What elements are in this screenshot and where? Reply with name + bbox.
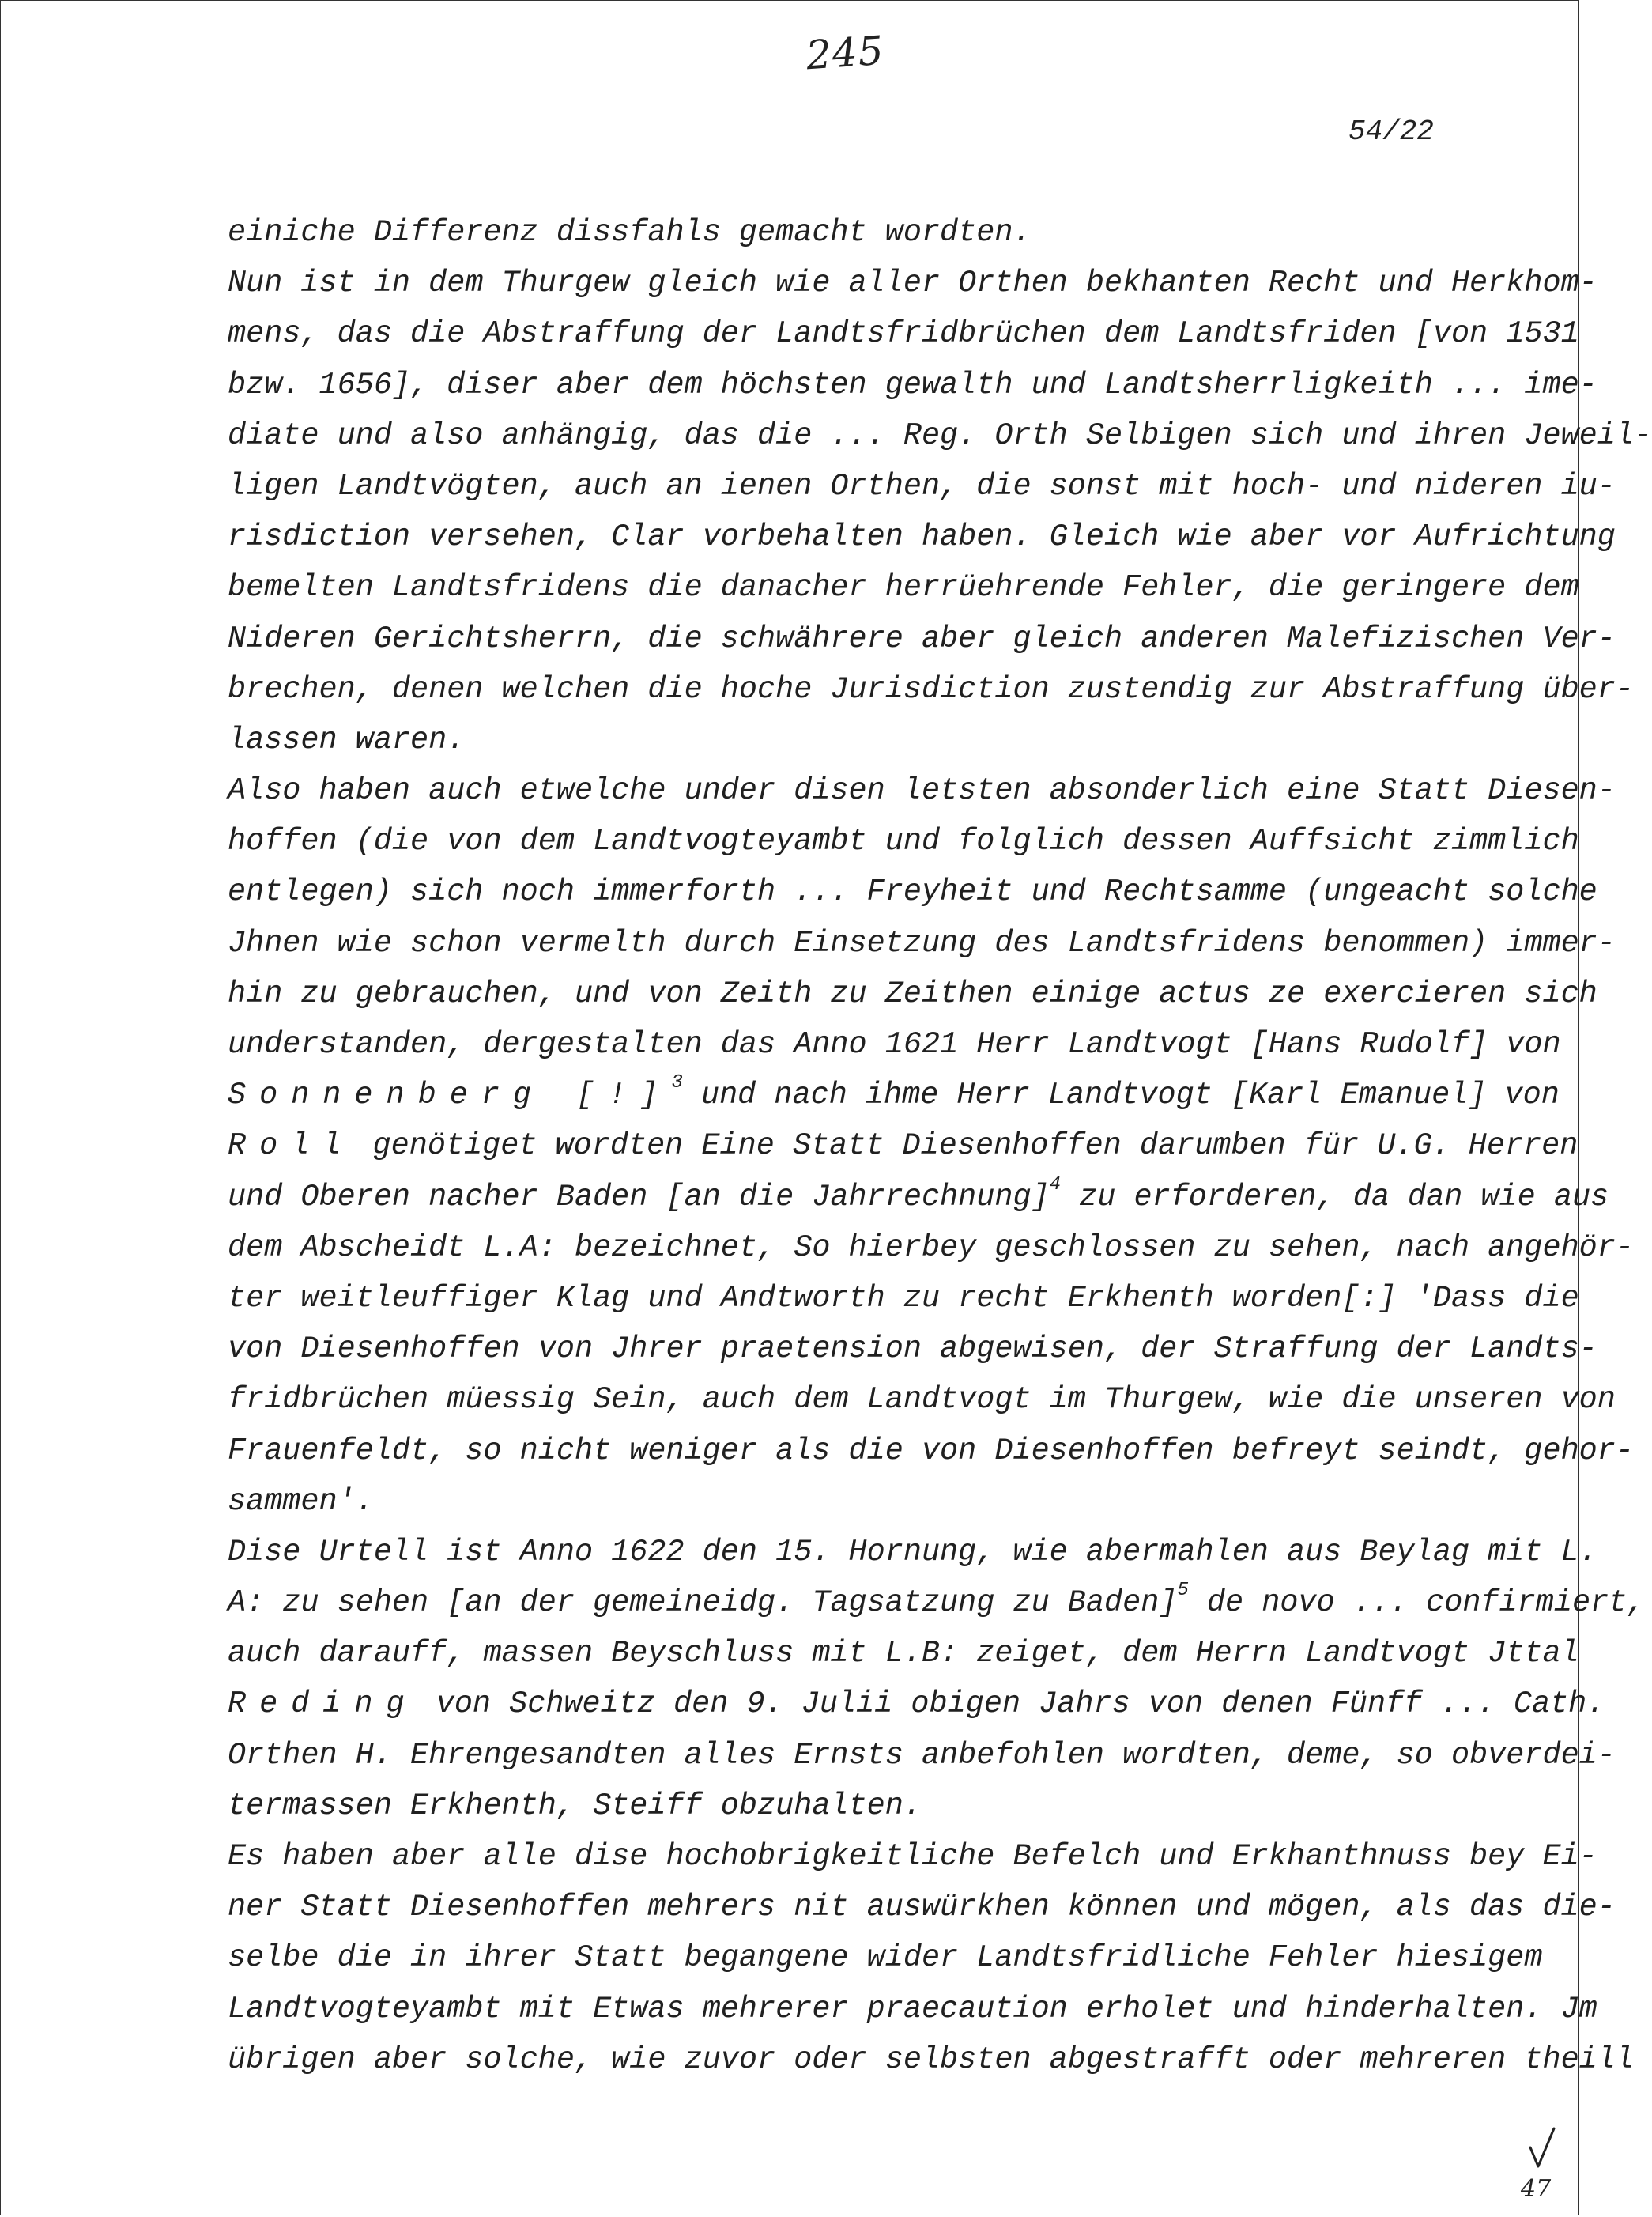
text-line: lassen waren. — [228, 722, 466, 757]
handwritten-mark-text: 47 — [1521, 2175, 1552, 2203]
text-line: ligen Landtvögten, auch an ienen Orthen, die sonst mit hoch- und nideren iu- — [228, 468, 1616, 504]
text-line: einiche Differenz dissfahls gemacht wordten. — [228, 215, 1032, 250]
text-line: risdiction versehen, Clar vorbehalten haben. Gleich wie aber vor Aufrichtung — [228, 519, 1616, 555]
text-line: sammen'. — [228, 1483, 374, 1519]
text-line: A: zu sehen [an der gemeineidg. Tagsatzung zu Baden]$^5$ de novo ... confirmiert, — [228, 1580, 1646, 1621]
text-line: mens, das die Abstraffung der Landtsfridbrüchen dem Landtsfriden [von 1531 — [228, 316, 1579, 352]
text-line: Orthen H. Ehrengesandten alles Ernsts anbefohlen wordten, deme, so obverdei- — [228, 1737, 1616, 1773]
page-reference: 54/22 — [1348, 115, 1435, 148]
footnote-ref: 3 — [671, 1072, 683, 1094]
text-line: übrigen aber solche, wie zuvor oder selbsten abgestrafft oder mehreren theill — [228, 2041, 1634, 2077]
text-line: termassen Erkhenth, Steiff obzuhalten. — [228, 1788, 922, 1823]
text-line: und Oberen nacher Baden [an die Jahrrechnung]$^4$ zu erforderen, da dan wie aus — [228, 1173, 1609, 1214]
handwritten-page-number: 245 — [805, 27, 886, 79]
handwritten-check-mark — [1510, 2127, 1573, 2206]
text-line: selbe die in ihrer Statt begangene wider Landtsfridliche Fehler hiesigem — [228, 1940, 1543, 1976]
text-line: auch darauff, massen Beyschluss mit L.B: zeiget, dem Herrn Landtvogt Jttal — [228, 1636, 1579, 1671]
text-line: entlegen) sich noch immerforth ... Freyheit und Rechtsamme (ungeacht solche — [228, 874, 1597, 910]
text-line: understanden, dergestalten das Anno 1621 Herr Landtvogt [Hans Rudolf] von — [228, 1027, 1561, 1062]
text-line: Also haben auch etwelche under disen letsten absonderlich eine Statt Diesen- — [228, 773, 1616, 809]
text-line: ner Statt Diesenhoffen mehrers nit auswürkhen können und mögen, als das die- — [228, 1890, 1616, 1925]
text-line: ter weitleuffiger Klag und Andtworth zu recht Erkhenth worden[:] 'Dass die — [228, 1280, 1579, 1316]
text-line: Es haben aber alle dise hochobrigkeitliche Befelch und Erkhanthnuss bey Ei- — [228, 1839, 1597, 1874]
footnote-ref: 4 — [1049, 1173, 1062, 1195]
text-line: diate und also anhängig, das die ... Reg. Orth Selbigen sich und ihren Jeweil- — [228, 417, 1652, 453]
text-line: brechen, denen welchen die hoche Jurisdiction zustendig zur Abstraffung über- — [228, 671, 1634, 707]
text-line: Roll genötiget wordten Eine Statt Diesenhoffen darumben für U.G. Herren — [228, 1128, 1578, 1164]
text-line: Reding von Schweitz den 9. Julii obigen Jahrs von denen Fünff ... Cath. — [228, 1686, 1605, 1722]
text-line: Jhnen wie schon vermelth durch Einsetzung des Landtsfridens benommen) immer- — [228, 925, 1616, 961]
text-line: Nideren Gerichtsherrn, die schwährere aber gleich anderen Malefizischen Ver- — [228, 621, 1616, 656]
text-line: Landtvogteyambt mit Etwas mehrerer praecaution erholet und hinderhalten. Jm — [228, 1991, 1597, 2026]
text-line: von Diesenhoffen von Jhrer praetension abgewisen, der Straffung der Landts- — [228, 1331, 1597, 1367]
text-line: Nun ist in dem Thurgew gleich wie aller Orthen bekhanten Recht und Herkhom- — [228, 266, 1597, 301]
text-line: fridbrüchen müessig Sein, auch dem Landtvogt im Thurgew, wie die unseren von — [228, 1382, 1616, 1418]
text-line: Dise Urtell ist Anno 1622 den 15. Hornung, wie abermahlen aus Beylag mit L. — [228, 1534, 1597, 1569]
text-line: bzw. 1656], diser aber dem höchsten gewalth und Landtsherrligkeith ... ime- — [228, 367, 1597, 402]
document-body — [228, 207, 1652, 2085]
footnote-ref: 5 — [1177, 1580, 1189, 1602]
text-line: bemelten Landtsfridens die danacher herrüehrende Fehler, die geringere dem — [228, 570, 1579, 606]
text-line: Frauenfeldt, so nicht weniger als die von Diesenhoffen befreyt seindt, gehor- — [228, 1433, 1634, 1468]
text-line: Sonnenberg [!]$^3$ und nach ihme Herr Landtvogt [Karl Emanuel] von — [228, 1072, 1560, 1113]
text-line: hoffen (die von dem Landtvogteyambt und folglich dessen Auffsicht zimmlich — [228, 824, 1579, 859]
text-line: hin zu gebrauchen, und von Zeith zu Zeithen einige actus ze exercieren sich — [228, 976, 1597, 1011]
text-line: dem Abscheidt L.A: bezeichnet, So hierbey geschlossen zu sehen, nach angehör- — [228, 1229, 1634, 1265]
